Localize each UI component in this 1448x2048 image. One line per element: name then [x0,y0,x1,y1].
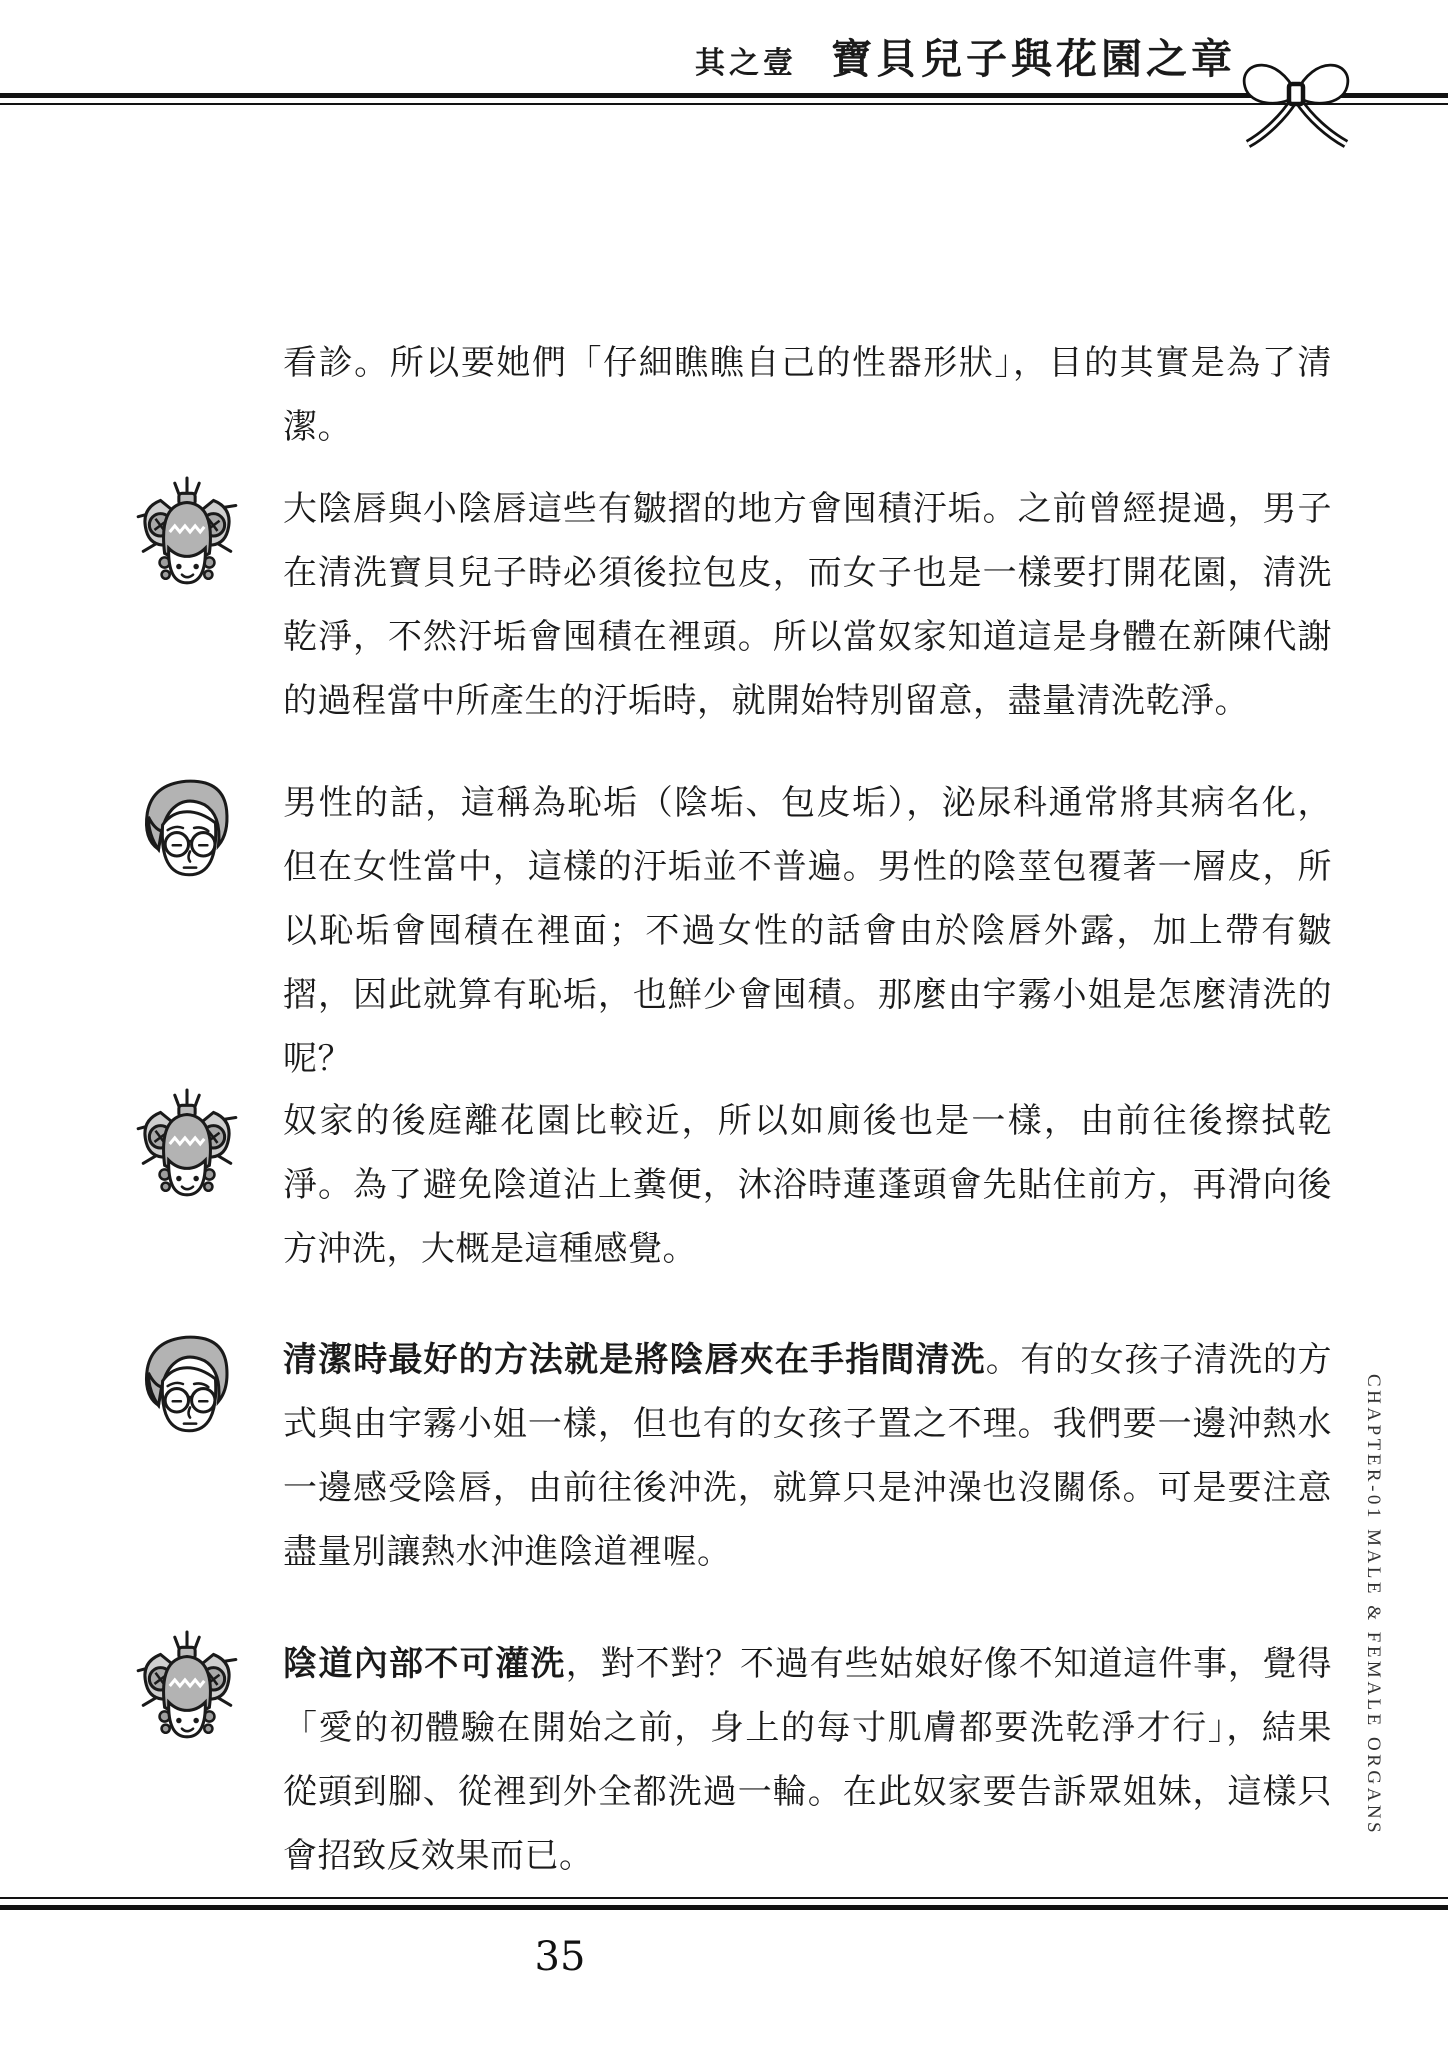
courtesan-avatar [134,1628,240,1748]
paragraph-text [283,1090,1332,1282]
page-number: 35 [534,1934,586,1980]
dialogue-paragraph [0,1328,1448,1585]
paragraph-body: 看診。所以要她們「仔細瞧瞧自己的性器形狀」，目的其實是為了清潔。 [283,345,1332,446]
ribbon-bow-icon [1236,40,1356,152]
courtesan-avatar [134,474,240,594]
paragraph-body: ，對不對？不過有些姑娘好像不知道這件事，覺得「愛的初體驗在開始之前，身上的每寸肌膚都要洗乾淨才行」，結果從頭到腳、從裡到外全都洗過一輪。在此奴家要告訴眾姐妹，這樣只會招致反效果而已。 [283,1646,1333,1875]
paragraph-bold-lead: 清潔時最好的方法就是將陰唇夾在手指間清洗 [283,1341,986,1379]
paragraph-body: 奴家的後庭離花園比較近，所以如廁後也是一樣，由前往後擦拭乾淨。為了避免陰道沾上糞便，沐浴時蓮蓬頭會先貼住前方，再滑向後方沖洗，大概是這種感覺。 [283,1103,1332,1268]
dialogue-paragraph [0,1090,1448,1282]
bottom-rule-thin [0,1897,1448,1899]
dialogue-paragraph [0,478,1448,734]
paragraph-body: 。有的女孩子清洗的方式與由宇霧小姐一樣，但也有的女孩子置之不理。我們要一邊沖熱水一邊感受陰唇，由前往後沖洗，就算只是沖澡也沒關係。可是要注意盡量別讓熱水沖進陰道裡喔。 [283,1342,1333,1571]
doctor-avatar [134,768,240,888]
chapter-number-label: 其之壹 [695,47,797,80]
doctor-avatar [134,1324,240,1444]
paragraph-text [283,1328,1332,1585]
paragraph-text [283,332,1332,460]
top-rule-thick [0,93,1448,98]
side-chapter-label: CHAPTER-01 MALE & FEMALE ORGANS [1363,1374,1384,1837]
courtesan-avatar [134,1086,240,1206]
top-rule-thin [0,103,1448,105]
paragraph-bold-lead: 陰道內部不可灌洗 [283,1645,566,1683]
paragraph-body: 大陰唇與小陰唇這些有皺摺的地方會囤積汙垢。之前曾經提過，男子在清洗寶貝兒子時必須後拉包皮，而女子也是一樣要打開花園，清洗乾淨，不然汙垢會囤積在裡頭。所以當奴家知道這是身體在新陳代謝的過程當中所產生的汙垢時，就開始特別留意，盡量清洗乾淨。 [283,491,1332,720]
paragraph-text [283,1632,1332,1889]
chapter-header [695,26,1236,85]
bottom-rule-thick [0,1905,1448,1910]
paragraph-continuation [0,332,1448,460]
paragraph-text [283,772,1332,1092]
dialogue-paragraph [0,1632,1448,1889]
paragraph-body: 男性的話，這稱為恥垢（陰垢、包皮垢），泌尿科通常將其病名化，但在女性當中，這樣的汙垢並不普遍。男性的陰莖包覆著一層皮，所以恥垢會囤積在裡面；不過女性的話會由於陰唇外露，加上帶有皺摺，因此就算有恥垢，也鮮少會囤積。那麼由宇霧小姐是怎麼清洗的呢？ [283,785,1332,1078]
paragraph-text [283,478,1332,734]
dialogue-paragraph [0,772,1448,1092]
chapter-title: 寶貝兒子與花園之章 [831,36,1236,82]
